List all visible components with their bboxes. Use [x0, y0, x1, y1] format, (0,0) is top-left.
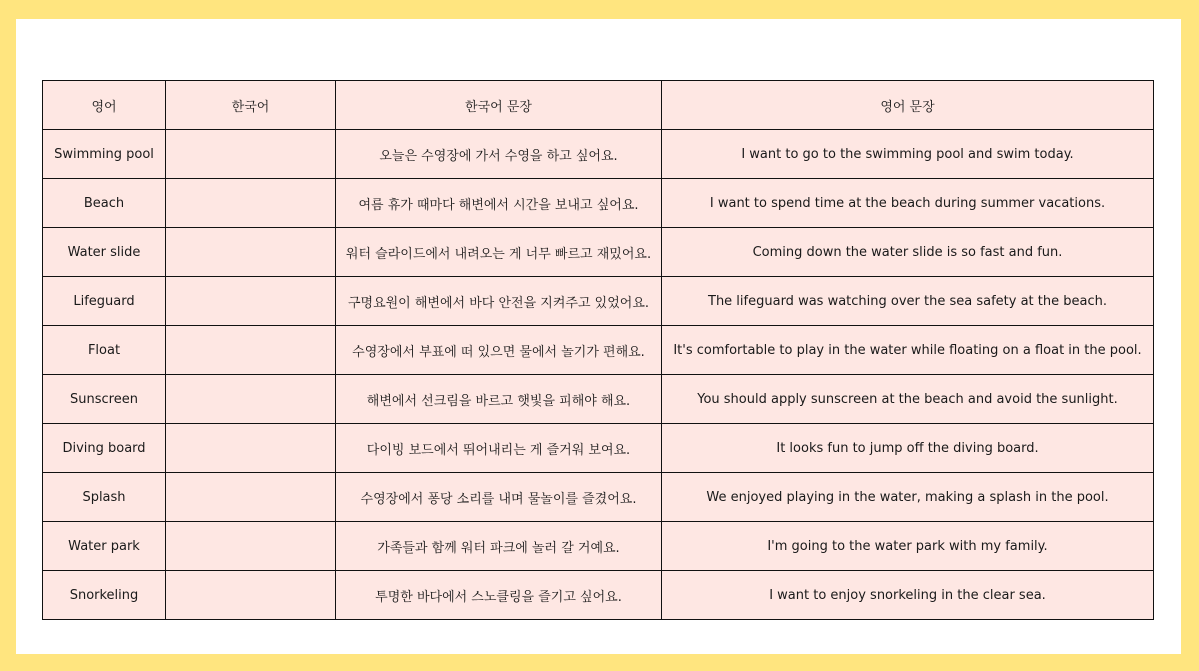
- cell-korean-sentence: 워터 슬라이드에서 내려오는 게 너무 빠르고 재밌어요.: [336, 228, 662, 277]
- vocabulary-table: [42, 80, 1154, 620]
- cell-korean-sentence: 가족들과 함께 워터 파크에 놀러 갈 거예요.: [336, 522, 662, 571]
- table-row: [43, 473, 1154, 522]
- cell-korean-sentence: 여름 휴가 때마다 해변에서 시간을 보내고 싶어요.: [336, 179, 662, 228]
- cell-korean: [166, 571, 336, 620]
- table-row: [43, 277, 1154, 326]
- cell-korean: [166, 375, 336, 424]
- cell-english-sentence: I'm going to the water park with my family.: [662, 522, 1154, 571]
- cell-english: Sunscreen: [43, 375, 166, 424]
- header-english-sentence: 영어 문장: [662, 81, 1154, 130]
- cell-korean-sentence: 투명한 바다에서 스노클링을 즐기고 싶어요.: [336, 571, 662, 620]
- cell-korean-sentence: 오늘은 수영장에 가서 수영을 하고 싶어요.: [336, 130, 662, 179]
- cell-korean: [166, 228, 336, 277]
- table-row: [43, 522, 1154, 571]
- cell-korean: [166, 277, 336, 326]
- header-english: 영어: [43, 81, 166, 130]
- table-row: [43, 228, 1154, 277]
- cell-english-sentence: I want to go to the swimming pool and swim today.: [662, 130, 1154, 179]
- cell-korean: [166, 179, 336, 228]
- cell-english-sentence: I want to enjoy snorkeling in the clear sea.: [662, 571, 1154, 620]
- cell-english-sentence: We enjoyed playing in the water, making a splash in the pool.: [662, 473, 1154, 522]
- cell-korean-sentence: 해변에서 선크림을 바르고 햇빛을 피해야 해요.: [336, 375, 662, 424]
- cell-english-sentence: It looks fun to jump off the diving board.: [662, 424, 1154, 473]
- cell-english-sentence: The lifeguard was watching over the sea safety at the beach.: [662, 277, 1154, 326]
- header-korean: 한국어: [166, 81, 336, 130]
- table-row: [43, 179, 1154, 228]
- header-korean-sentence: 한국어 문장: [336, 81, 662, 130]
- cell-english: Snorkeling: [43, 571, 166, 620]
- table-row: [43, 326, 1154, 375]
- cell-korean-sentence: 다이빙 보드에서 뛰어내리는 게 즐거워 보여요.: [336, 424, 662, 473]
- cell-english: Water park: [43, 522, 166, 571]
- cell-korean-sentence: 수영장에서 퐁당 소리를 내며 물놀이를 즐겼어요.: [336, 473, 662, 522]
- cell-english: Water slide: [43, 228, 166, 277]
- header-row: [43, 81, 1154, 130]
- cell-english: Float: [43, 326, 166, 375]
- cell-korean: [166, 473, 336, 522]
- cell-english-sentence: You should apply sunscreen at the beach and avoid the sunlight.: [662, 375, 1154, 424]
- table-row: [43, 424, 1154, 473]
- cell-english: Swimming pool: [43, 130, 166, 179]
- cell-korean: [166, 326, 336, 375]
- table-body: [43, 130, 1154, 620]
- worksheet-page: [16, 19, 1181, 654]
- table-header: [43, 81, 1154, 130]
- cell-english: Beach: [43, 179, 166, 228]
- cell-english: Lifeguard: [43, 277, 166, 326]
- cell-korean: [166, 424, 336, 473]
- cell-english: Splash: [43, 473, 166, 522]
- cell-english-sentence: I want to spend time at the beach during summer vacations.: [662, 179, 1154, 228]
- cell-english-sentence: Coming down the water slide is so fast and fun.: [662, 228, 1154, 277]
- cell-korean: [166, 130, 336, 179]
- cell-english-sentence: It's comfortable to play in the water while floating on a float in the pool.: [662, 326, 1154, 375]
- table-row: [43, 130, 1154, 179]
- cell-korean-sentence: 수영장에서 부표에 떠 있으면 물에서 놀기가 편해요.: [336, 326, 662, 375]
- cell-korean: [166, 522, 336, 571]
- cell-korean-sentence: 구명요원이 해변에서 바다 안전을 지켜주고 있었어요.: [336, 277, 662, 326]
- table-row: [43, 571, 1154, 620]
- table-row: [43, 375, 1154, 424]
- cell-english: Diving board: [43, 424, 166, 473]
